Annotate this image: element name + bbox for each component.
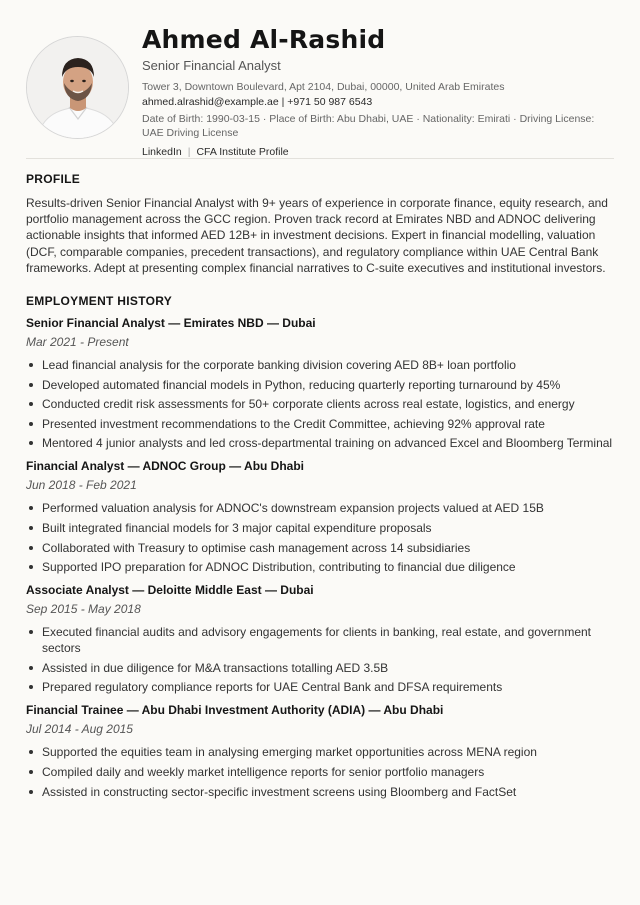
list-item: Built integrated financial models for 3 major capital expenditure proposals: [26, 520, 614, 536]
profile-heading: PROFILE: [26, 172, 81, 186]
list-item: Assisted in constructing sector-specific investment screens using Bloomberg and FactSet: [26, 784, 614, 800]
header-details: [142, 24, 618, 159]
job-heading: Financial Analyst — ADNOC Group — Abu Dhabi: [26, 459, 305, 474]
list-item: Assisted in due diligence for M&A transactions totalling AED 3.5B: [26, 660, 614, 676]
list-item: Collaborated with Treasury to optimise cash management across 14 subsidiaries: [26, 540, 614, 556]
profile-photo: [26, 36, 129, 139]
profile-summary: Results-driven Senior Financial Analyst with 9+ years of experience in corporate finance, equity research, and portfolio management across the GCC region. Proven track record at Emirates NBD and ADNOC delivering actionable insights that informed AED 12B+ in investment decisions. Expert in financial modelling, valuation (DCF, comparable companies, precedent transactions), and regulatory compliance within UAE Central Bank frameworks. Adept at presenting complex financial narratives to C-suite executives and institutional investors.: [26, 196, 608, 275]
list-item: Conducted credit risk assessments for 50+ corporate clients across real estate, logistics, and energy: [26, 396, 614, 412]
cfa-profile-link[interactable]: CFA Institute Profile: [196, 146, 289, 158]
job-entry: [26, 315, 614, 451]
list-item: Lead financial analysis for the corporate banking division covering AED 8B+ loan portfolio: [26, 357, 614, 373]
profile-links: [142, 145, 618, 159]
employment-heading: EMPLOYMENT HISTORY: [26, 294, 173, 309]
link-separator: |: [187, 146, 191, 158]
job-dates: Jun 2018 - Feb 2021: [26, 478, 137, 493]
linkedin-link[interactable]: LinkedIn: [142, 146, 182, 158]
list-item: Prepared regulatory compliance reports for UAE Central Bank and DFSA requirements: [26, 679, 614, 695]
contact-info: ahmed.alrashid@example.ae | +971 50 987 6543: [142, 96, 373, 108]
resume-header: [26, 20, 614, 158]
job-entry: [26, 582, 614, 695]
job-entry: [26, 702, 614, 799]
job-dates: Mar 2021 - Present: [26, 335, 129, 350]
list-item: Performed valuation analysis for ADNOC's downstream expansion projects valued at AED 15B: [26, 500, 614, 516]
job-entry: [26, 458, 614, 575]
list-item: Compiled daily and weekly market intelligence reports for senior portfolio managers: [26, 764, 614, 780]
list-item: Developed automated financial models in Python, reducing quarterly reporting turnaround by 45%: [26, 377, 614, 393]
candidate-title: Senior Financial Analyst: [142, 58, 281, 73]
job-bullets: [26, 500, 614, 575]
person-photo-icon: [27, 37, 129, 139]
personal-details: Date of Birth: 1990-03-15 · Place of Birth: Abu Dhabi, UAE · Nationality: Emirati · Driving License: UAE Driving License: [142, 113, 595, 139]
list-item: Supported IPO preparation for ADNOC Distribution, contributing to financial due diligence: [26, 559, 614, 575]
job-heading: Associate Analyst — Deloitte Middle East — Dubai: [26, 583, 314, 598]
list-item: Executed financial audits and advisory engagements for clients in banking, real estate, and government sectors: [26, 624, 614, 656]
candidate-name: Ahmed Al-Rashid: [142, 25, 386, 54]
address-text: Tower 3, Downtown Boulevard, Apt 2104, Dubai, 00000, United Arab Emirates: [142, 81, 505, 93]
list-item: Mentored 4 junior analysts and led cross-departmental training on advanced Excel and Bloomberg Terminal: [26, 435, 614, 451]
job-bullets: [26, 357, 614, 451]
list-item: Supported the equities team in analysing emerging market opportunities across MENA region: [26, 744, 614, 760]
job-bullets: [26, 744, 614, 799]
job-bullets: [26, 624, 614, 695]
job-heading: Senior Financial Analyst — Emirates NBD — Dubai: [26, 316, 316, 331]
job-dates: Sep 2015 - May 2018: [26, 602, 141, 617]
list-item: Presented investment recommendations to the Credit Committee, achieving 92% approval rate: [26, 416, 614, 432]
job-dates: Jul 2014 - Aug 2015: [26, 722, 133, 737]
job-heading: Financial Trainee — Abu Dhabi Investment Authority (ADIA) — Abu Dhabi: [26, 703, 444, 718]
